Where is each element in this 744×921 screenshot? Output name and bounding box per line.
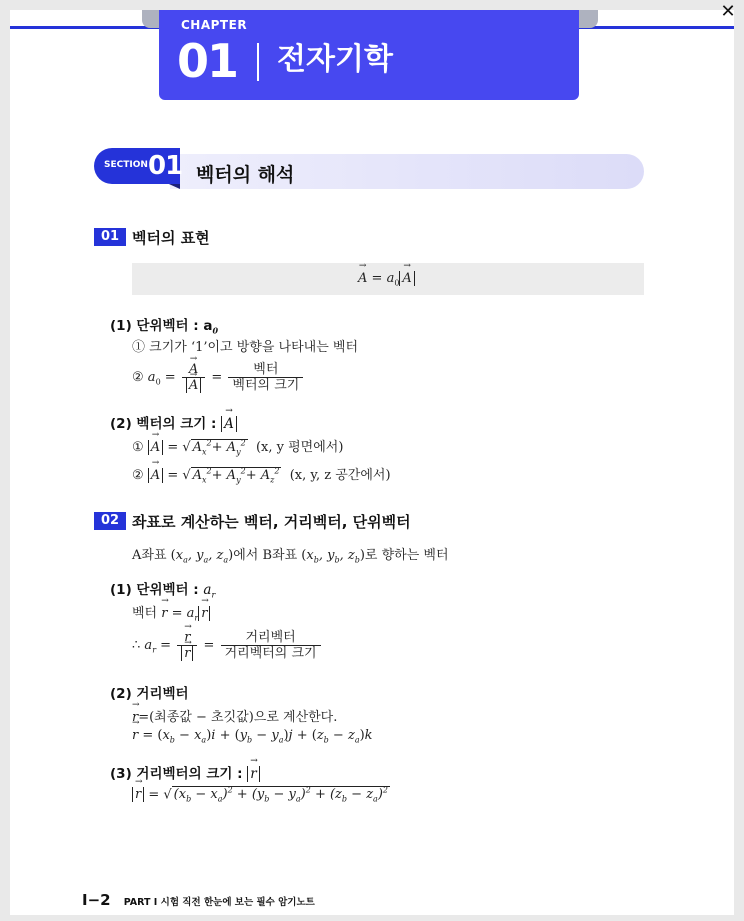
item-heading: (2) 벡터의 크기 : → A (110, 412, 237, 432)
subsection-badge: 01 (94, 228, 126, 246)
chapter-number: 01 (177, 34, 238, 88)
item-heading: (3) 거리벡터의 크기 : → r (110, 762, 260, 782)
subsection-title: 벡터의 표현 (132, 229, 210, 247)
subsection-badge: 02 (94, 512, 126, 530)
section-number: 01 (148, 151, 183, 181)
magnitude-3d: ② → A = √ $A_x^2+ A_y^2+ A_z^2$ (x, y, z 공간에서) (132, 464, 391, 485)
subsection-title: 좌표로 계산하는 벡터, 거리벡터, 단위벡터 (132, 513, 411, 531)
unit-vector-formula: ② $a_0$ = → A → A = $\frac{\text{벡터}}{\text{벡터의 크기}}$ (132, 362, 305, 393)
chapter-label: CHAPTER (181, 18, 248, 32)
distance-vector-rule: → r=(최종값 − 초깃값)으로 계산한다. (132, 706, 337, 725)
fraction-denominator: 벡터의 크기 (232, 378, 300, 393)
coordinate-intro: A좌표 ($x_a$, $y_a$, $z_a$)에서 B좌표 ($x_b$, $y_b$, $z_b$)로 향하는 벡터 (132, 548, 449, 565)
header-tab-right (578, 10, 598, 28)
section-title: 벡터의 해석 (196, 164, 295, 186)
page-footer (82, 890, 315, 909)
distance-vector-line: 벡터 → $r = a_r\to r$ (132, 602, 210, 623)
item-heading: (1) 단위벡터 : $a_r$ (110, 582, 216, 600)
page-number: I−2 (82, 891, 111, 909)
distance-vector-components: → $r = (x_b - x_a)i + (y_b - y_a)j + (z_b - z_a)k$ (132, 728, 373, 745)
text-line: ① 크기가 ‘1’이고 방향을 나타내는 벡터 (132, 340, 359, 355)
chapter-divider (257, 43, 259, 81)
item-heading: (2) 거리벡터 (110, 686, 189, 702)
item-heading: (1) 단위벡터 : $a_0$ (110, 318, 219, 336)
fraction-numerator: 거리벡터 (221, 630, 321, 646)
section-label: SECTION (104, 160, 148, 170)
vector-formula: → $A = a_0\to A$ (358, 271, 415, 288)
unit-vector-derivation: ∴ $a_r$ = → r → r = $\frac{\text{거리벡터}}{\text{거리벡터의 크기}}$ (132, 630, 323, 661)
chapter-title: 전자기학 (277, 42, 393, 77)
fraction-numerator: 벡터 (228, 362, 303, 378)
chapter-banner (159, 10, 579, 100)
section-badge (94, 148, 183, 184)
close-button[interactable]: ✕ (720, 1, 736, 22)
formula-box (132, 263, 644, 295)
footer-text: PART I 시험 직전 한눈에 보는 필수 암기노트 (123, 897, 315, 908)
magnitude-2d: ① → A = √ $A_x^2+ A_y^2$ (x, y 평면에서) (132, 436, 343, 457)
distance-magnitude: → r = √ $(x_b - x_a)^2 + (y_b - y_a)^2 + (z_b - z_a)^2$ (132, 786, 390, 804)
document-page (10, 10, 734, 915)
fraction-denominator: 거리벡터의 크기 (224, 646, 317, 661)
